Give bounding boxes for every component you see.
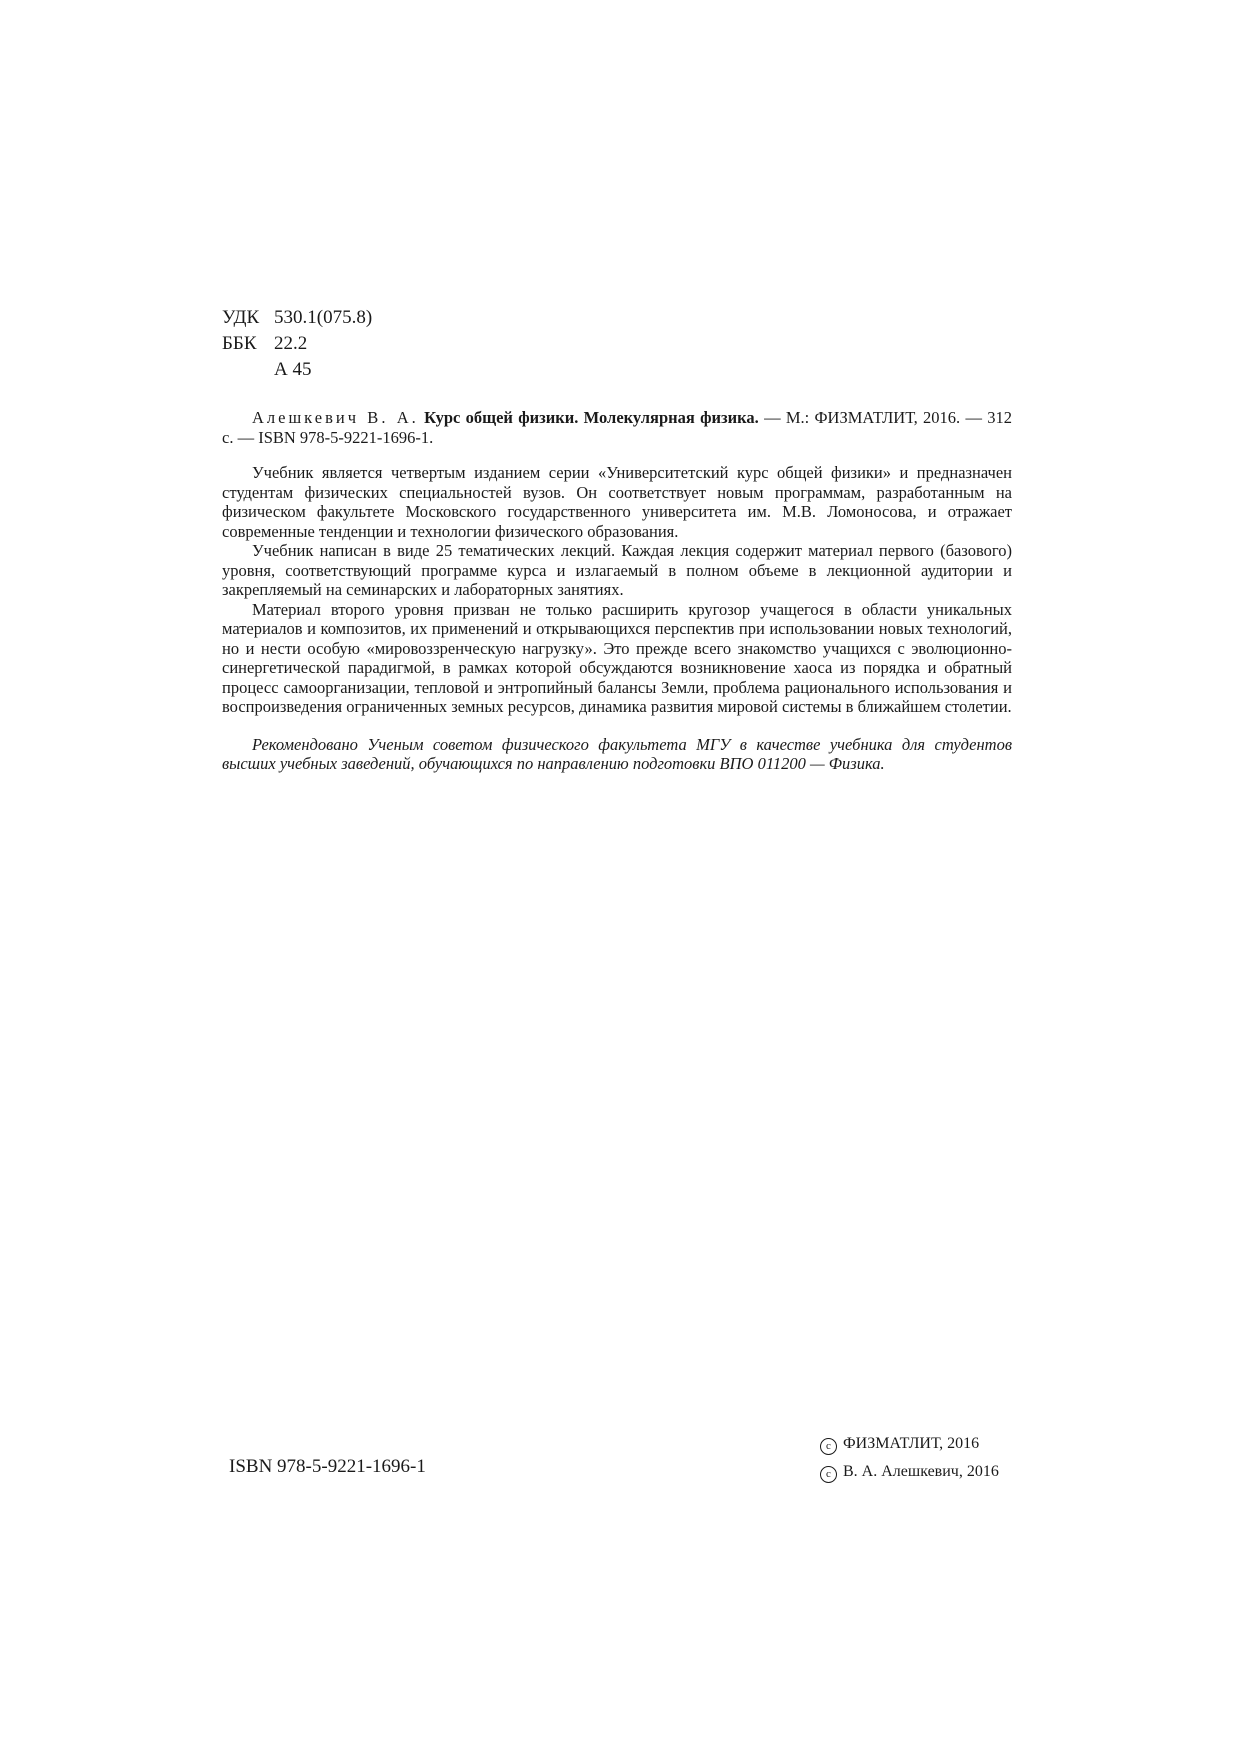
bbk-label: ББК: [222, 333, 257, 354]
bbk-line: [222, 331, 372, 357]
author-mark: А 45: [274, 359, 312, 380]
bibliographic-entry: [222, 408, 1012, 447]
copyright-publisher: [820, 1430, 999, 1458]
copyright-icon: c: [820, 1438, 837, 1455]
annotation-paragraph-3: Материал второго уровня призван не только расширить кругозор учащегося в области уникальных материалов и композитов, их применений и открывающихся перспектив при использовании новых технологий, но и нести особую «мировоззренческую нагрузку». Это прежде всего знакомство учащихся с эволюционно-синергетической парадигмой, в рамках которой обсуждаются возникновение хаоса из порядка и обратный процесс самоорганизации, тепловой и энтропийный балансы Земли, проблема рационального использования и воспроизведения ограниченных земных ресурсов, динамика развития мировой системы в ближайшем столетии.: [222, 599, 1012, 716]
annotation-paragraph-2: Учебник написан в виде 25 тематических лекций. Каждая лекция содержит материал первого (базового) уровня, соответствующий программе курса и излагаемый в полном объеме в лекционной аудитории и закрепляемый на семинарских и лабораторных занятиях.: [222, 541, 1012, 599]
biblio-imprint: — М.: ФИЗМАТЛИТ, 2016. — 312 с. — ISBN 978-5-9221-1696-1.: [222, 408, 1013, 447]
biblio-author: Алешкевич В. А.: [252, 408, 419, 427]
main-content: [222, 408, 1012, 774]
biblio-title: Курс общей физики. Молекулярная физика.: [424, 408, 759, 427]
copyright-author: [820, 1458, 999, 1486]
isbn-label: ISBN 978-5-9221-1696-1: [229, 1456, 426, 1477]
udk-line: [222, 305, 372, 331]
copyright-icon: c: [820, 1466, 837, 1483]
recommendation-note: Рекомендовано Ученым советом физического факультета МГУ в качестве учебника для студентов высших учебных заведений, обучающихся по направлению подготовки ВПО 011200 — Физика.: [222, 734, 1012, 773]
udk-value: 530.1(075.8): [274, 307, 373, 328]
copyright-block: [820, 1430, 999, 1486]
classification-block: [222, 305, 372, 383]
copyright-author-text: В. А. Алешкевич, 2016: [843, 1463, 999, 1480]
copyright-publisher-text: ФИЗМАТЛИТ, 2016: [843, 1435, 980, 1452]
bbk-value: 22.2: [274, 333, 308, 354]
udk-label: УДК: [222, 307, 260, 328]
annotation-paragraph-1: Учебник является четвертым изданием серии «Университетский курс общей физики» и предназначен студентам физических специальностей вузов. Он соответствует новым программам, разработанным на физическом факультете Московского государственного университета им. М.В. Ломоносова, и отражает современные тенденции и технологии физического образования.: [222, 463, 1012, 541]
